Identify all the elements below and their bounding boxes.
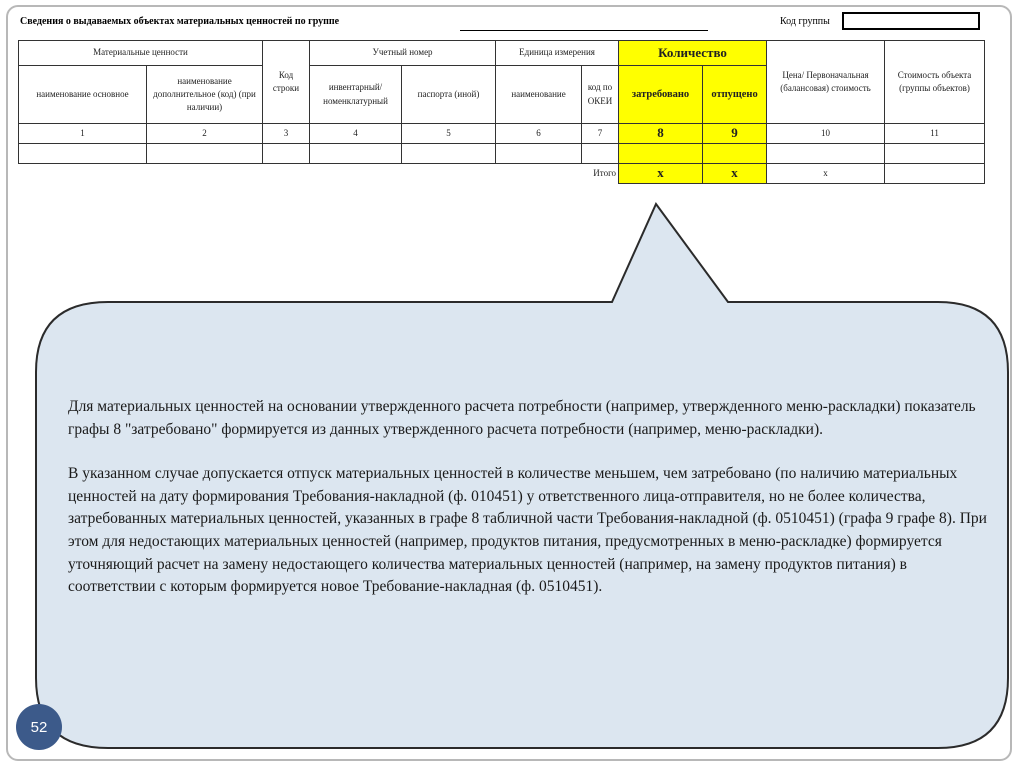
col-number: 1 <box>19 124 147 144</box>
col-number: 2 <box>147 124 263 144</box>
col-number: 8 <box>619 124 703 144</box>
total-label: Итого <box>593 168 617 179</box>
subheader-name-additional: наименование дополнительное (код) (при наличии) <box>147 66 263 124</box>
subheader-okei: код по ОКЕИ <box>582 66 619 124</box>
header-price: Цена/ Первоначальная (балансовая) стоимость <box>767 41 885 124</box>
col-number: 6 <box>496 124 582 144</box>
subheader-requested: затребовано <box>619 66 703 124</box>
page-number-badge: 52 <box>16 704 62 750</box>
callout-text <box>68 396 998 599</box>
header-unit: Единица измерения <box>496 41 619 66</box>
subheader-name-main: наименование основное <box>19 66 147 124</box>
col-number: 5 <box>402 124 496 144</box>
col-number: 7 <box>582 124 619 144</box>
col-number: 4 <box>310 124 402 144</box>
header-account-number: Учетный номер <box>310 41 496 66</box>
subheader-unit-name: наименование <box>496 66 582 124</box>
form-title: Сведения о выдаваемых объектах материальных ценностей по группе <box>20 16 340 27</box>
col-number: 10 <box>767 124 885 144</box>
callout-paragraph-1: Для материальных ценностей на основании утвержденного расчета потребности (например, утвержденного меню-раскладки) показатель графы 8 "затребовано" формируется из данных утвержденного расчета потребности (например, меню-раскладки). <box>68 398 976 438</box>
header-quantity: Количество <box>619 41 767 66</box>
header-material-values: Материальные ценности <box>19 41 263 66</box>
total-requested: x <box>619 164 703 184</box>
subheader-released: отпущено <box>703 66 767 124</box>
header-cost: Стоимость объекта (группы объектов) <box>885 41 985 124</box>
subheader-inventory: инвентарный/ номенклатурный <box>310 66 402 124</box>
callout-paragraph-2: В указанном случае допускается отпуск материальных ценностей в количестве меньшем, чем затребовано (по наличию материальных ценностей на дату формирования Требования-накладной (ф. 010451) у ответственного лица-отправителя, но не более количества, затребованных материальных ценностей, указанных в графе 8 табличной части Требования-накладной (ф. 0510451) (графа 9 графе 8). При этом для недостающих материальных ценностей (например, продуктов питания, предусмотренных в меню-раскладке) формируется уточняющий расчет на замену недостающего количества материальных ценностей (например, на замену продуктов питания) в соответствии с которым формируется новое Требование-накладная (ф. 0510451). <box>68 465 987 596</box>
total-released: x <box>703 164 767 184</box>
col-number: 11 <box>885 124 985 144</box>
total-price: x <box>767 164 885 184</box>
group-code-label: Код группы <box>780 16 830 27</box>
col-number: 3 <box>263 124 310 144</box>
subheader-passport: паспорта (иной) <box>402 66 496 124</box>
header-line-code: Код строки <box>263 41 310 124</box>
col-number: 9 <box>703 124 767 144</box>
